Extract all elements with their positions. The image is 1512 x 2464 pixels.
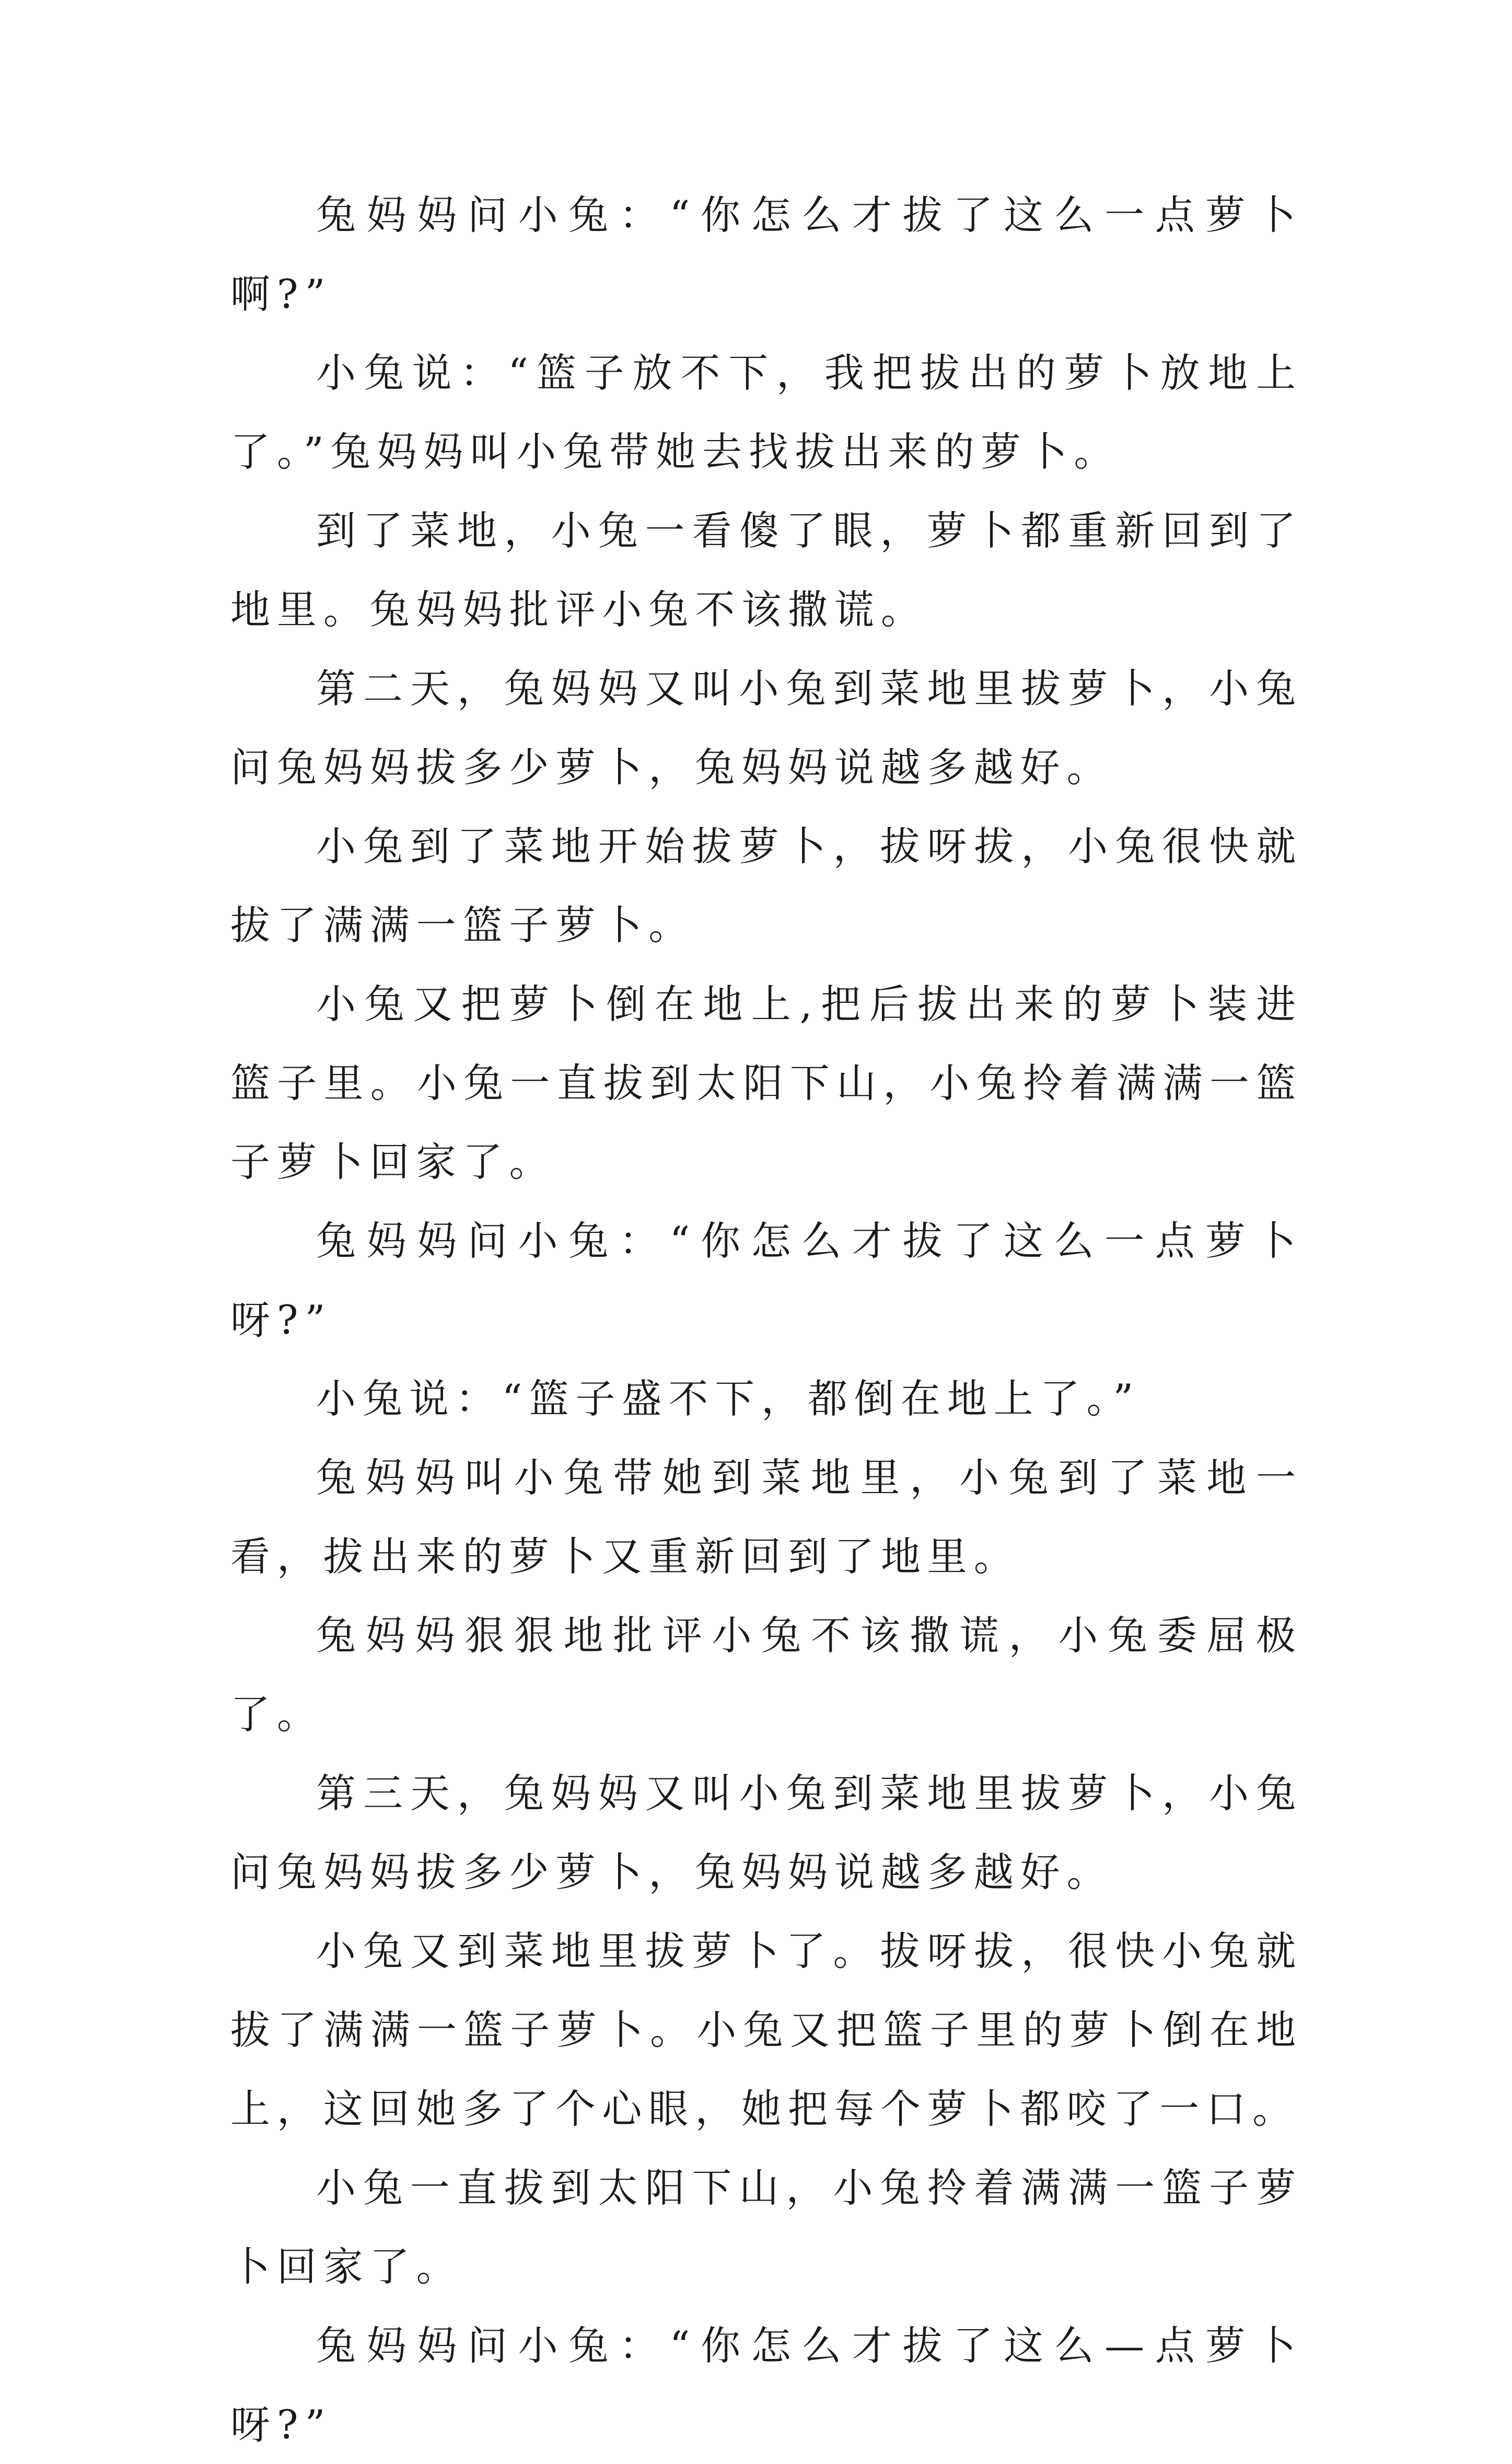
paragraph: 到了菜地，小兔一看傻了眼，萝卜都重新回到了地里。兔妈妈批评小兔不该撒谎。 <box>230 507 1302 633</box>
paragraph: 第二天，兔妈妈又叫小兔到菜地里拔萝卜，小兔问兔妈妈拔多少萝卜，兔妈妈说越多越好。 <box>230 665 1302 791</box>
paragraph: 小兔说：“篮子放不下，我把拔出的萝卜放地上了。”兔妈妈叫小兔带她去找拔出来的萝卜。 <box>230 350 1302 475</box>
paragraph: 兔妈妈问小兔：“你怎么才拔了这么一点萝卜呀?” <box>230 1218 1302 1343</box>
paragraph: 兔妈妈问小兔：“你怎么才拔了这么一点萝卜啊?” <box>230 192 1302 317</box>
paragraph: 小兔又到菜地里拔萝卜了。拔呀拔，很快小兔就拔了满满一篮子萝卜。小兔又把篮子里的萝卜倒在地上，这回她多了个心眼，她把每个萝卜都咬了一口。 <box>230 1928 1302 2132</box>
paragraph: 兔妈妈叫小兔带她到菜地里，小兔到了菜地一看，拔出来的萝卜又重新回到了地里。 <box>230 1454 1302 1580</box>
paragraph: 小兔又把萝卜倒在地上,把后拔出来的萝卜装进篮子里。小兔一直拔到太阳下山，小兔拎着满满一篮子萝卜回家了。 <box>230 981 1302 1185</box>
paragraph: 第三天，兔妈妈又叫小兔到菜地里拔萝卜，小兔问兔妈妈拔多少萝卜，兔妈妈说越多越好。 <box>230 1770 1302 1895</box>
story-text <box>230 176 1302 2464</box>
paragraph: 小兔一直拔到太阳下山，小兔拎着满满一篮子萝卜回家了。 <box>230 2165 1302 2290</box>
paragraph: 兔妈妈狠狠地批评小兔不该撒谎，小兔委屈极了。 <box>230 1612 1302 1738</box>
paragraph: 兔妈妈问小兔：“你怎么才拔了这么—点萝卜呀?” <box>230 2322 1302 2448</box>
paragraph: 小兔说：“篮子盛不下，都倒在地上了。” <box>316 1375 1141 1422</box>
paragraph: 小兔到了菜地开始拔萝卜，拔呀拔，小兔很快就拔了满满一篮子萝卜。 <box>230 823 1302 948</box>
